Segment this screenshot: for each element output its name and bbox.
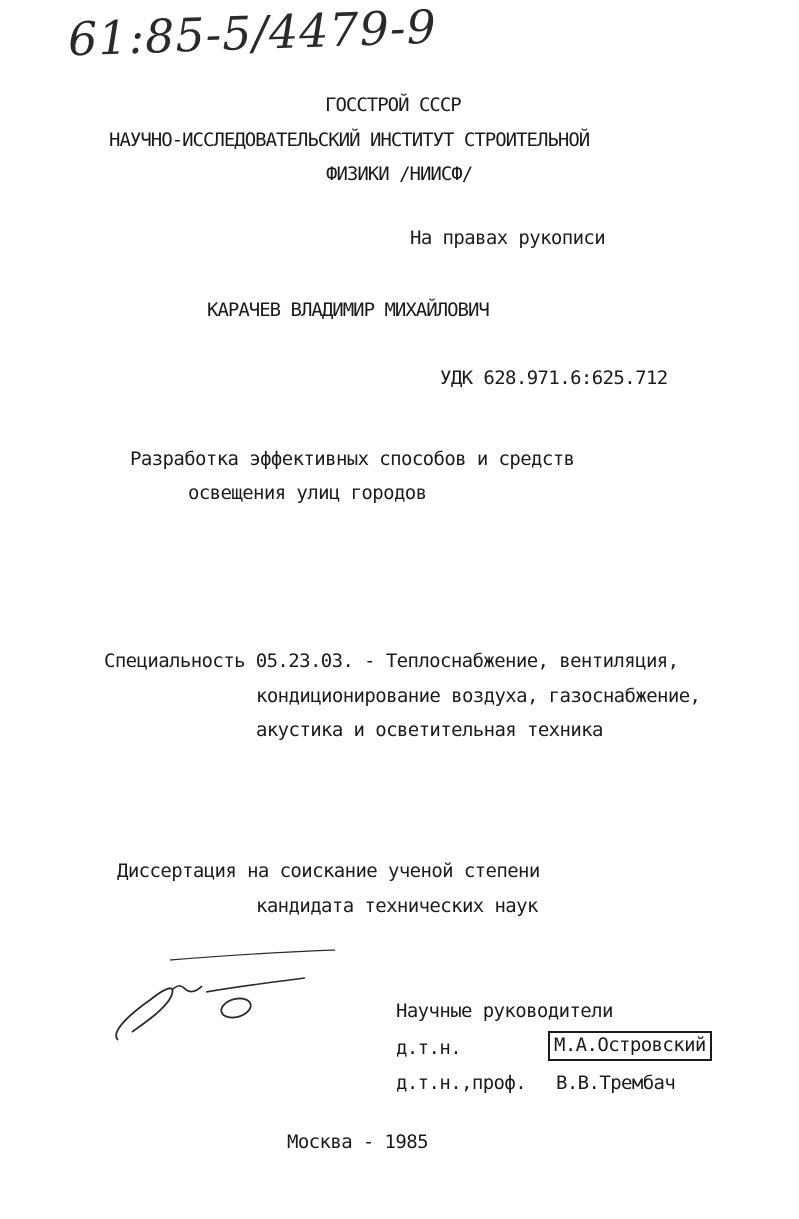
specialty-line-3: акустика и осветительная техника bbox=[256, 719, 603, 741]
supervisor-2-name: В.В.Трембач bbox=[556, 1072, 676, 1094]
org-line-2: НАУЧНО-ИССЛЕДОВАТЕЛЬСКИЙ ИНСТИТУТ СТРОИТЕЛЬНОЙ bbox=[109, 129, 590, 151]
supervisors-heading: Научные руководители bbox=[396, 1000, 613, 1022]
title-line-1: Разработка эффективных способов и средств bbox=[130, 448, 575, 470]
specialty-line-1: Специальность 05.23.03. - Теплоснабжение, вентиляция, bbox=[104, 650, 679, 672]
archive-number-handwritten: 61:85-5/4479-9 bbox=[67, 0, 438, 67]
signature bbox=[110, 948, 350, 1058]
org-line-1: ГОССТРОЙ СССР bbox=[325, 94, 461, 116]
place-year: Москва - 1985 bbox=[287, 1131, 428, 1153]
supervisor-1-degree: д.т.н. bbox=[396, 1037, 462, 1059]
supervisor-1-name: М.А.Островский bbox=[548, 1031, 712, 1061]
dissertation-line-2: кандидата технических наук bbox=[256, 895, 538, 917]
dissertation-line-1: Диссертация на соискание ученой степени bbox=[117, 860, 540, 882]
rights-note: На правах рукописи bbox=[410, 227, 606, 249]
title-line-2: освещения улиц городов bbox=[188, 482, 427, 504]
author-name: КАРАЧЕВ ВЛАДИМИР МИХАЙЛОВИЧ bbox=[207, 299, 489, 321]
org-line-3: ФИЗИКИ /НИИСФ/ bbox=[326, 163, 473, 185]
udk-code: УДК 628.971.6:625.712 bbox=[440, 367, 668, 389]
specialty-line-2: кондиционирование воздуха, газоснабжение, bbox=[256, 685, 701, 707]
supervisor-2-degree: д.т.н.,проф. bbox=[396, 1072, 527, 1094]
